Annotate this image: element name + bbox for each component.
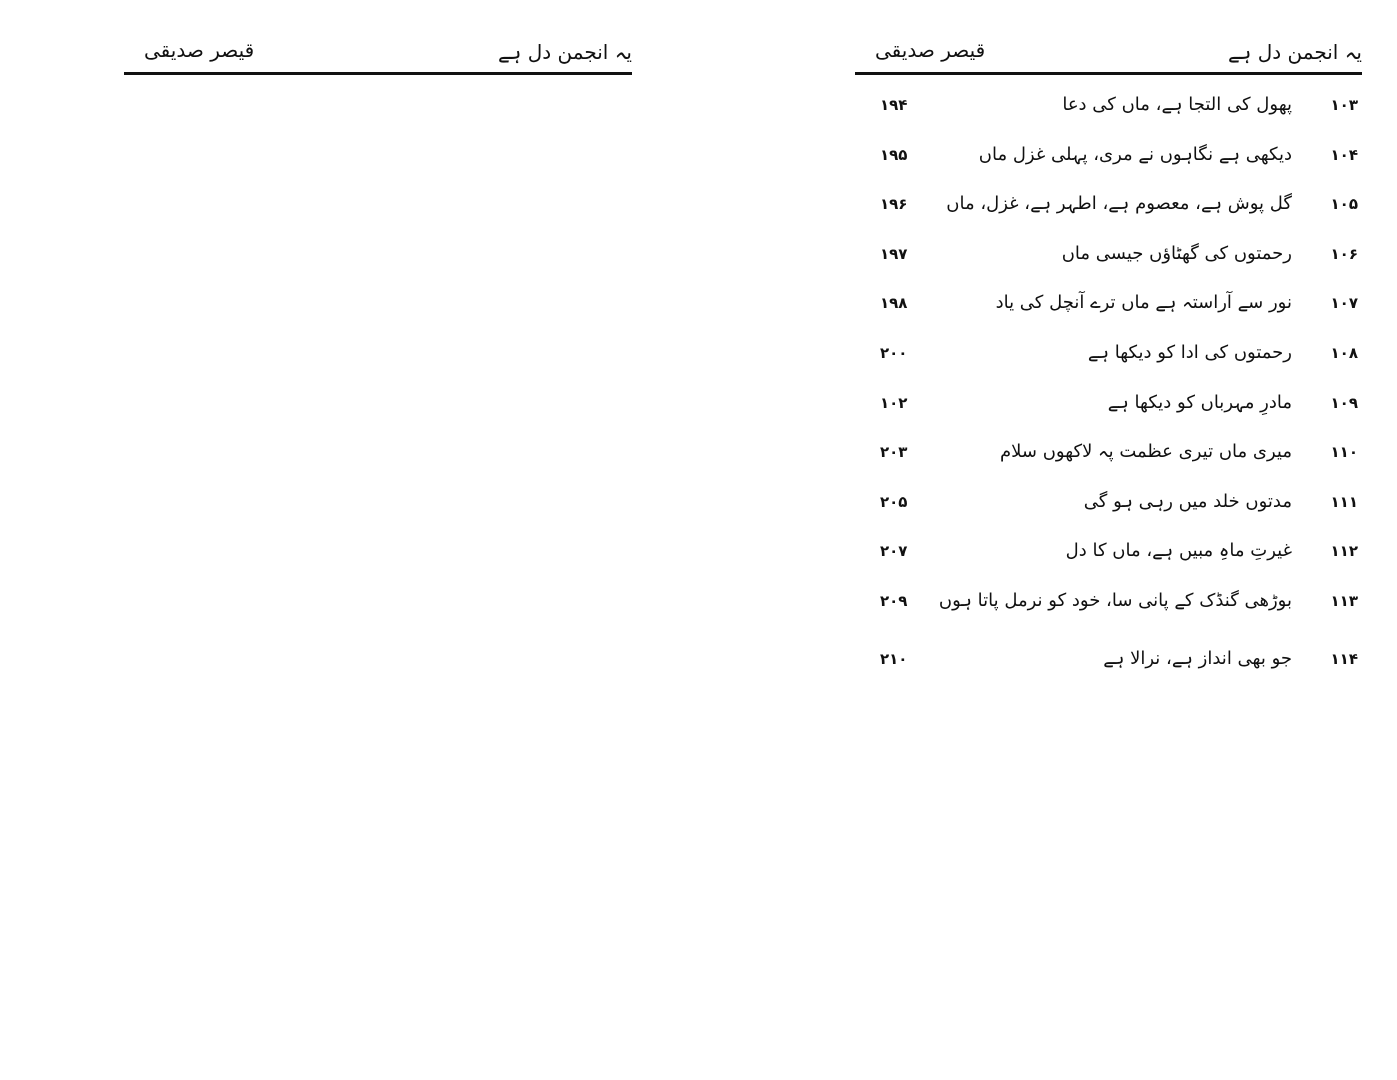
toc-row — [858, 134, 1364, 184]
entry-title: رحمتوں کی گھٹاؤں جیسی ماں — [1061, 242, 1292, 264]
entry-title: دیکھی ہے نگاہوں نے مری، پہلی غزل ماں — [978, 143, 1292, 165]
running-header — [855, 26, 1362, 75]
toc-row — [858, 431, 1364, 481]
entry-page: ۲۰۷ — [880, 542, 908, 561]
author-name: قیصر صدیقی — [875, 38, 986, 62]
entry-number: ۱۰۶ — [1330, 244, 1358, 263]
entry-page: ۱۰۲ — [880, 393, 908, 412]
entry-page: ۲۰۰ — [880, 343, 908, 362]
entry-number: ۱۱۲ — [1330, 542, 1358, 561]
author-name: قیصر صدیقی — [144, 38, 255, 62]
entry-page: ۱۹۵ — [880, 145, 908, 164]
toc-row — [858, 84, 1364, 134]
entry-title: غیرتِ ماہِ مبیں ہے، ماں کا دل — [1065, 540, 1292, 562]
toc-row — [858, 233, 1364, 283]
entry-number: ۱۱۰ — [1330, 443, 1358, 462]
entry-number: ۱۰۸ — [1330, 343, 1358, 362]
entry-page: ۱۹۷ — [880, 244, 908, 263]
entry-title: رحمتوں کی ادا کو دیکھا ہے — [1087, 341, 1292, 363]
entry-number: ۱۰۴ — [1330, 145, 1358, 164]
toc-row — [858, 382, 1364, 432]
entry-page: ۲۰۹ — [880, 591, 908, 610]
entry-number: ۱۰۳ — [1330, 96, 1358, 114]
toc-row — [858, 183, 1364, 233]
entry-title: میری ماں تیری عظمت پہ لاکھوں سلام — [1000, 441, 1292, 463]
right-page — [698, 0, 1397, 1080]
entry-title: نور سے آراستہ ہے ماں ترے آنچل کی یاد — [995, 292, 1292, 314]
entry-number: ۱۰۷ — [1330, 294, 1358, 313]
entry-title: گل پوش ہے، معصوم ہے، اطہر ہے، غزل، ماں — [946, 193, 1292, 215]
entry-page: ۱۹۶ — [880, 195, 908, 214]
toc-row — [858, 481, 1364, 531]
running-header — [124, 26, 632, 75]
entry-title: پھول کی التجا ہے، ماں کی دعا — [1062, 94, 1292, 115]
entry-number: ۱۱۳ — [1330, 591, 1358, 610]
entry-number: ۱۱۱ — [1330, 492, 1358, 511]
toc-row — [858, 530, 1364, 580]
table-of-contents — [858, 84, 1364, 688]
entry-title: مادرِ مہرباں کو دیکھا ہے — [1107, 391, 1292, 413]
entry-title: بوڑھی گنڈک کے پانی سا، خود کو نرمل پاتا ہوں — [938, 589, 1292, 611]
toc-row — [858, 282, 1364, 332]
book-title: یہ انجمن دل ہے — [497, 40, 632, 64]
toc-row — [858, 332, 1364, 382]
entry-number: ۱۰۹ — [1330, 393, 1358, 412]
toc-row — [858, 638, 1364, 688]
entry-page: ۱۹۴ — [880, 96, 908, 114]
entry-number: ۱۱۴ — [1330, 649, 1358, 668]
entry-title: جو بھی انداز ہے، نرالا ہے — [1103, 647, 1292, 669]
left-page — [0, 0, 698, 1080]
toc-row — [858, 580, 1364, 638]
entry-page: ۱۹۸ — [880, 294, 908, 313]
book-title: یہ انجمن دل ہے — [1227, 40, 1362, 64]
entry-page: ۲۰۳ — [880, 443, 908, 462]
entry-title: مدتوں خلد میں رہی ہو گی — [1083, 490, 1292, 512]
entry-page: ۲۰۵ — [880, 492, 908, 511]
entry-number: ۱۰۵ — [1330, 195, 1358, 214]
entry-page: ۲۱۰ — [880, 649, 908, 668]
